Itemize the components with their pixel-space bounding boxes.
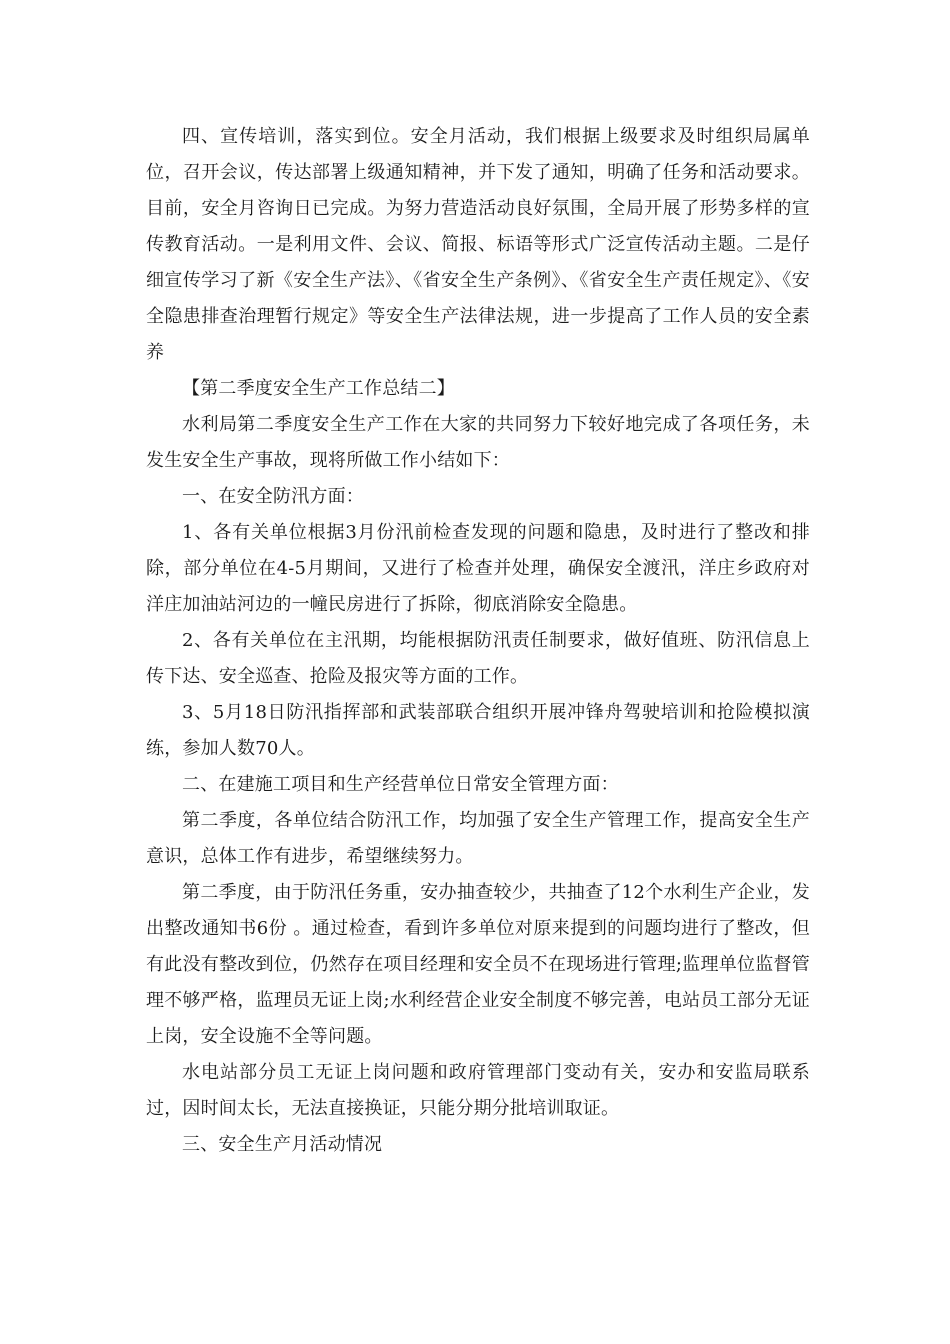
paragraph-flood-item-2: 2、各有关单位在主汛期，均能根据防汛责任制要求，做好值班、防汛信息上传下达、安全巡查、抢险及报灾等方面的工作。 [146, 630, 810, 687]
paragraph-construction-1: 第二季度，各单位结合防汛工作，均加强了安全生产管理工作，提高安全生产意识，总体工作有进步，希望继续努力。 [146, 810, 810, 867]
heading-safety-month: 三、安全生产月活动情况 [182, 1134, 383, 1155]
paragraph-hydropower-staff: 水电站部分员工无证上岗问题和政府管理部门变动有关，安办和安监局联系过，因时间太长，无法直接换证，只能分期分批培训取证。 [146, 1062, 810, 1119]
heading-flood-safety: 一、在安全防汛方面： [182, 486, 364, 507]
paragraph-flood-item-3: 3、5月18日防汛指挥部和武装部联合组织开展冲锋舟驾驶培训和抢险模拟演练，参加人数70人。 [146, 702, 810, 759]
paragraph-intro: 水利局第二季度安全生产工作在大家的共同努力下较好地完成了各项任务，未发生安全生产事故，现将所做工作小结如下： [146, 414, 810, 471]
paragraph-flood-item-1: 1、各有关单位根据3月份汛前检查发现的问题和隐患，及时进行了整改和排除，部分单位在4-5月期间，又进行了检查并处理，确保安全渡汛，洋庄乡政府对洋庄加油站河边的一幢民房进行了拆除，彻底消除安全隐患。 [146, 522, 810, 615]
document-body [146, 119, 810, 1163]
paragraph-publicity-training: 四、宣传培训，落实到位。安全月活动，我们根据上级要求及时组织局属单位，召开会议，传达部署上级通知精神，并下发了通知，明确了任务和活动要求。目前，安全月咨询日已完成。为努力营造活动良好氛围，全局开展了形势多样的宣传教育活动。一是利用文件、会议、简报、标语等形式广泛宣传活动主题。二是仔细宣传学习了新《安全生产法》、《省安全生产条例》、《省安全生产责任规定》、《安全隐患排查治理暂行规定》等安全生产法律法规，进一步提高了工作人员的安全素养 [146, 126, 810, 363]
heading-construction-safety: 二、在建施工项目和生产经营单位日常安全管理方面： [182, 774, 619, 795]
paragraph-construction-2: 第二季度，由于防汛任务重，安办抽查较少，共抽查了12个水利生产企业，发出整改通知书6份 。通过检查，看到许多单位对原来提到的问题均进行了整改，但有此没有整改到位，仍然存在项目经理和安全员不在现场进行管理;监理单位监督管理不够严格，监理员无证上岗;水利经营企业安全制度不够完善，电站员工部分无证上岗，安全设施不全等问题。 [146, 882, 810, 1047]
section-heading-summary-two: 【第二季度安全生产工作总结二】 [182, 378, 455, 399]
